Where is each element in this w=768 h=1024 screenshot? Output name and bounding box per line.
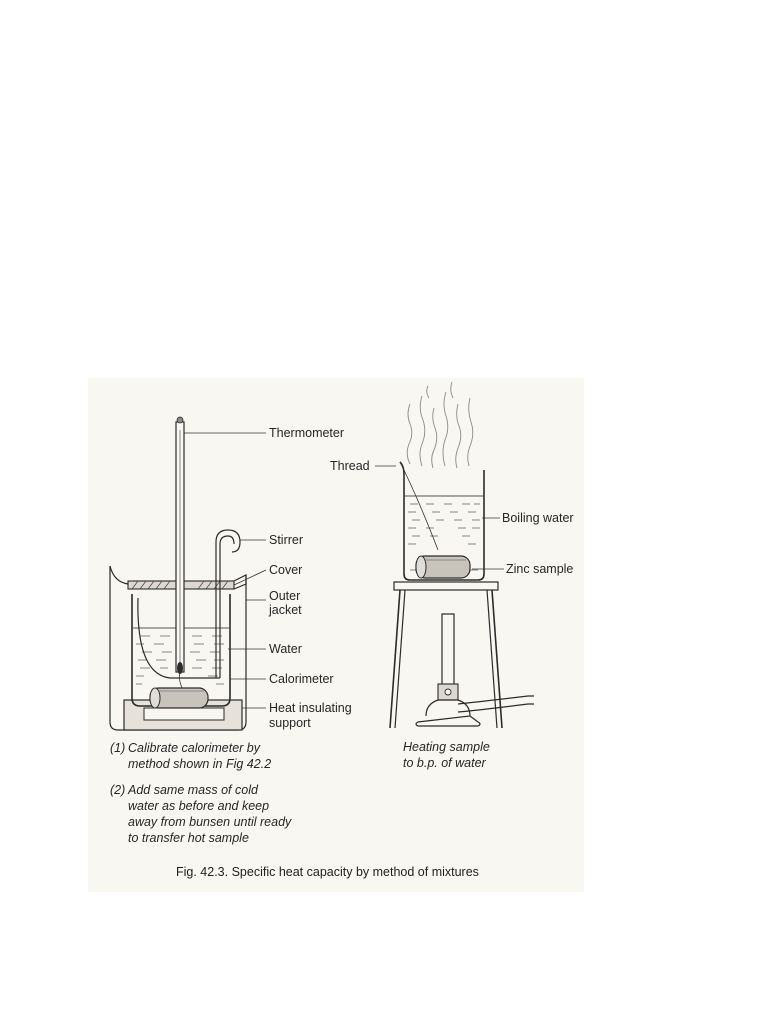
stirrer-loop [220, 536, 234, 678]
tripod-leg-left [390, 590, 400, 728]
bunsen-air-hole [445, 689, 451, 695]
label-stirrer: Stirrer [269, 533, 304, 547]
jacket-rim-curl [110, 566, 128, 584]
label-zinc-sample: Zinc sample [506, 562, 574, 576]
note2-line4: to transfer hot sample [128, 831, 249, 845]
bunsen-base [416, 700, 480, 726]
label-heat-insulating: Heat insulating [269, 701, 352, 715]
tripod-leg-right-inner [487, 590, 497, 728]
label-calorimeter: Calorimeter [269, 672, 334, 686]
calorimeter-apparatus [110, 417, 246, 730]
note2-line2: water as before and keep [128, 799, 270, 813]
support-recess [144, 708, 224, 720]
note1-number: (1) [110, 741, 126, 755]
note1-line2: method shown in Fig 42.2 [128, 757, 272, 771]
label-outer: Outer [269, 589, 301, 603]
note2-line1: Add same mass of cold [128, 783, 258, 797]
zinc-sample-in-calorimeter [150, 688, 208, 708]
label-boiling-water: Boiling water [502, 511, 574, 525]
bunsen-barrel [442, 614, 454, 688]
diagram-canvas [88, 378, 584, 892]
thermometer-top-bulb [177, 417, 183, 423]
note2-line3: away from bunsen until ready [128, 815, 292, 829]
thread [400, 462, 438, 550]
label-jacket: jacket [269, 603, 302, 617]
heating-apparatus [390, 382, 534, 728]
note1-line1: Calibrate calorimeter by [128, 741, 260, 755]
figure-caption: Fig. 42.3. Specific heat capacity by method of mixtures [176, 865, 479, 879]
heating-note-line1: Heating sample [403, 740, 490, 754]
heating-note-line2: to b.p. of water [403, 756, 486, 770]
sample-thread [179, 672, 182, 688]
label-thread: Thread [330, 459, 370, 473]
tripod-leg-left-inner [395, 590, 405, 728]
left-leader-lines [184, 433, 266, 708]
figure-panel [88, 378, 584, 892]
zinc-sample-in-beaker [416, 556, 470, 578]
note2-number: (2) [110, 783, 126, 797]
label-support: support [269, 716, 311, 730]
steam [407, 382, 473, 468]
tripod-top [394, 582, 498, 590]
label-water: Water [269, 642, 302, 656]
label-thermometer: Thermometer [269, 426, 345, 440]
label-cover: Cover [269, 563, 303, 577]
